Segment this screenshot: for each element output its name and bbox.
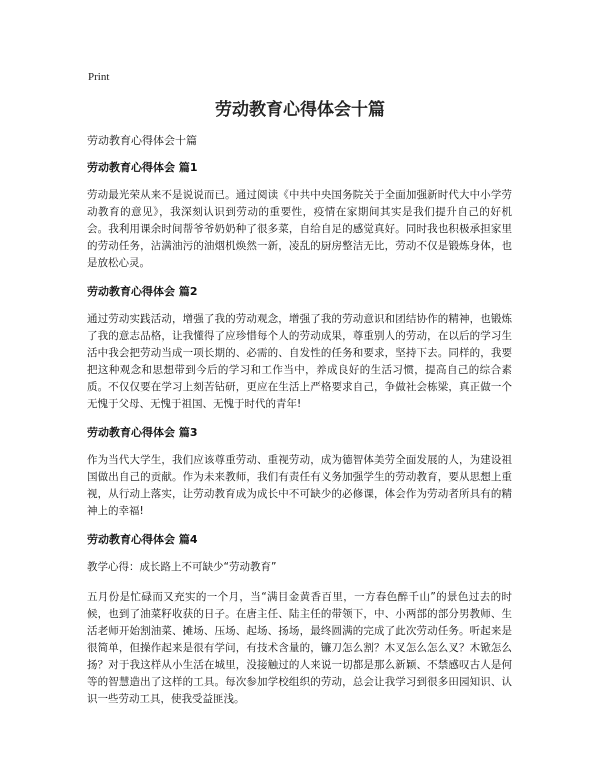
section-paragraph-2: 通过劳动实践活动，增强了我的劳动观念，增强了我的劳动意识和团结协作的精神，也锻炼了我的意志品格，让我懂得了应珍惜每个人的劳动成果，尊重别人的劳动，在以后的学习生活中我会把劳动当成一项长期的、必需的、自发性的任务和要求，坚持下去。同样的，我要把这种观念和思想带到今后的学习和工作当中，养成良好的生活习惯，提高自己的综合素质。不仅仅要在学习上刻苦钻研，更应在生活上严格要求自己，争做社会栋梁，真正做一个无愧于父母、无愧于祖国、无愧于时代的青年! bbox=[87, 313, 512, 410]
document-body bbox=[87, 133, 512, 708]
page-title: 劳动教育心得体会十篇 bbox=[215, 100, 385, 120]
section-paragraph-1: 劳动最光荣从来不是说说而已。通过阅读《中共中央国务院关于全面加强新时代大中小学劳动教育的意见》，我深刻认识到劳动的重要性，疫情在家期间其实是我们提升自己的好机会。我利用课余时间帮爷爷奶奶种了很多菜，自给自足的感觉真好。同时我也积极承担家里的劳动任务，沾满油污的油烟机焕然一新，凌乱的厨房整洁无比，劳动不仅是锻炼身体，也是放松心灵。 bbox=[87, 189, 512, 269]
section-heading-4: 劳动教育心得体会 篇4 bbox=[87, 533, 198, 546]
section-paragraph-3: 作为当代大学生，我们应该尊重劳动、重视劳动，成为德智体美劳全面发展的人，为建设祖国做出自己的贡献。作为未来教师，我们有责任有义务加强学生的劳动教育，要从思想上重视，从行动上落实，让劳动教育成为成长中不可缺少的必修课，体会作为劳动者所具有的精神上的幸福! bbox=[87, 454, 512, 517]
section-paragraph-4: 五月份是忙碌而又充实的一个月，当“满目金黄香百里，一方春色醉千山”的景色过去的时候，也到了油菜籽收获的日子。在唐主任、陆主任的带领下，中、小两部的部分男教师、生活老师开始割油菜、摊场、压场、起场、扬场，最终圆满的完成了此次劳动任务。听起来是很简单，但操作起来是很有学问，有技术含量的，镰刀怎么割？木叉怎么怎么叉？木锨怎么扬？对于我这样从小生活在城里，没接触过的人来说一切都是那么新颖、不禁感叹古人是何等的智慧造出了这样的工具。每次参加学校组织的劳动，总会让我学习到很多田园知识、认识一些劳动工具，使我受益匪浅。 bbox=[87, 591, 512, 705]
print-label[interactable]: Print bbox=[88, 71, 110, 83]
section-heading-3: 劳动教育心得体会 篇3 bbox=[87, 426, 198, 439]
section-heading-2: 劳动教育心得体会 篇2 bbox=[87, 285, 198, 298]
section-subtitle-4: 教学心得：成长路上不可缺少“劳动教育” bbox=[87, 561, 277, 573]
section-heading-1: 劳动教育心得体会 篇1 bbox=[87, 161, 198, 174]
intro-line: 劳动教育心得体会十篇 bbox=[87, 134, 197, 147]
